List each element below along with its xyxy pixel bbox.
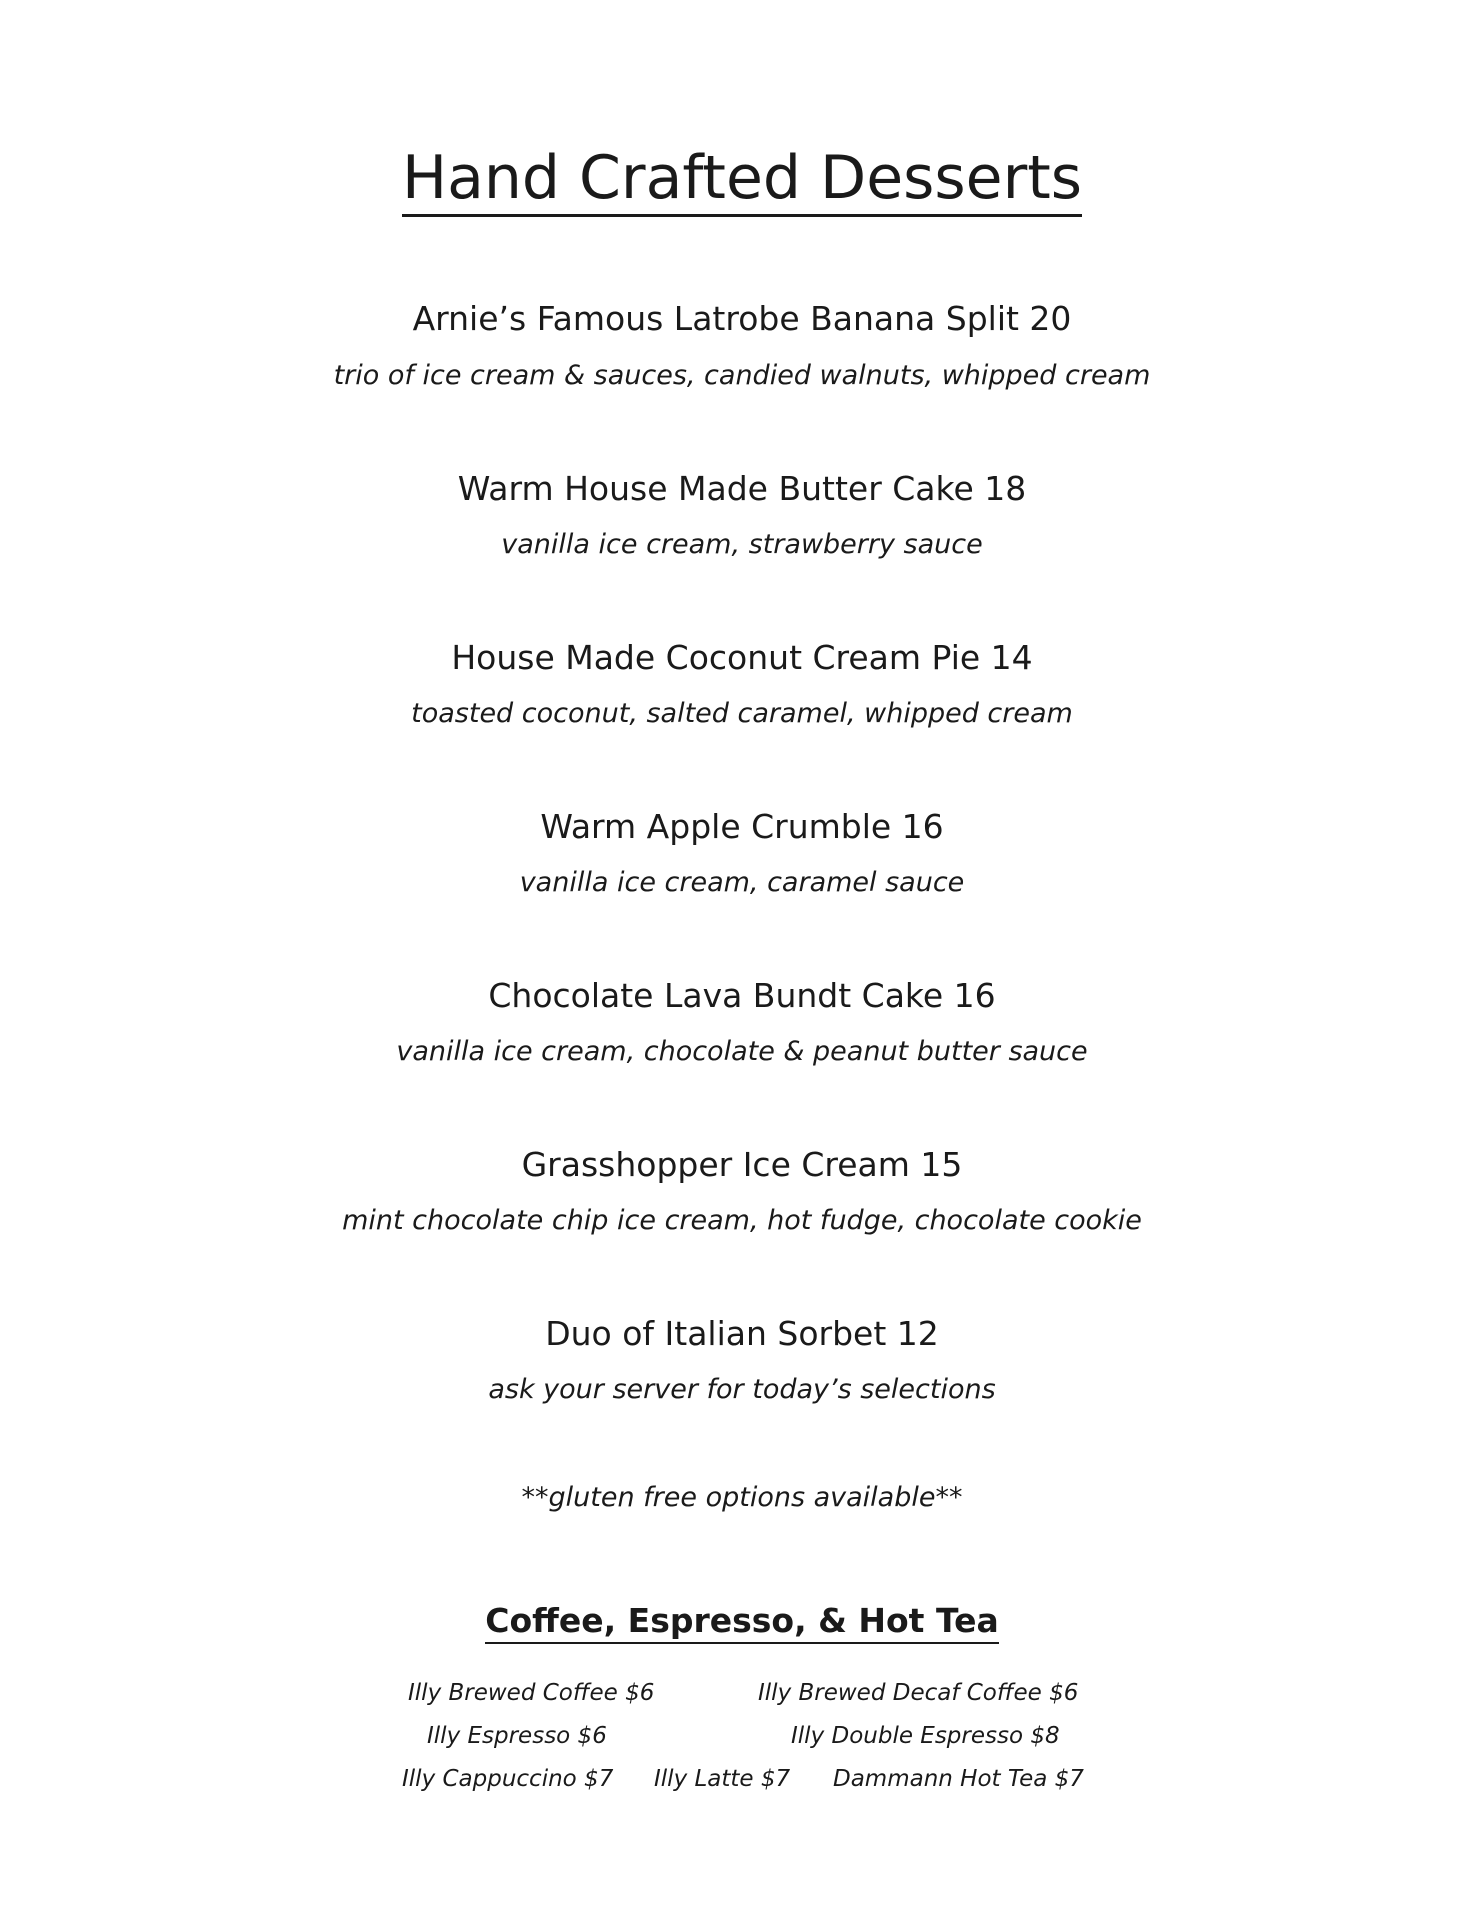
drink-item: Illy Brewed Coffee $6 (408, 1680, 655, 1706)
dessert-name: Grasshopper Ice Cream 15 (521, 1145, 963, 1184)
drink-item: Dammann Hot Tea $7 (833, 1766, 1084, 1792)
menu-title-text: Hand Crafted Desserts (402, 148, 1082, 217)
dessert-description: trio of ice cream & sauces, candied walnuts, whipped cream (333, 360, 1151, 391)
drink-item: Illy Brewed Decaf Coffee $6 (758, 1680, 1079, 1706)
menu-title (0, 143, 1484, 217)
dessert-name: House Made Coconut Cream Pie 14 (451, 638, 1033, 677)
dessert-name: Warm Apple Crumble 16 (540, 807, 944, 846)
dessert-name: Warm House Made Butter Cake 18 (457, 469, 1027, 508)
dessert-description: vanilla ice cream, chocolate & peanut butter sauce (396, 1036, 1088, 1067)
dessert-name: Duo of Italian Sorbet 12 (545, 1314, 939, 1353)
dessert-description: mint chocolate chip ice cream, hot fudge, chocolate cookie (342, 1205, 1142, 1236)
drink-item: Illy Cappuccino $7 (402, 1766, 614, 1792)
drinks-section-title (0, 1601, 1484, 1644)
drink-item: Illy Double Espresso $8 (791, 1723, 1060, 1749)
dessert-description: toasted coconut, salted caramel, whipped cream (411, 698, 1073, 729)
drink-item: Illy Latte $7 (654, 1766, 791, 1792)
dessert-description: vanilla ice cream, caramel sauce (519, 867, 965, 898)
drinks-section-title-text: Coffee, Espresso, & Hot Tea (485, 1604, 998, 1644)
drink-item: Illy Espresso $6 (427, 1723, 607, 1749)
dessert-name: Arnie’s Famous Latrobe Banana Split 20 (412, 299, 1072, 338)
gluten-free-note: **gluten free options available** (521, 1482, 963, 1513)
dessert-description: vanilla ice cream, strawberry sauce (501, 529, 983, 560)
dessert-name: Chocolate Lava Bundt Cake 16 (488, 976, 996, 1015)
dessert-description: ask your server for today’s selections (488, 1374, 996, 1405)
